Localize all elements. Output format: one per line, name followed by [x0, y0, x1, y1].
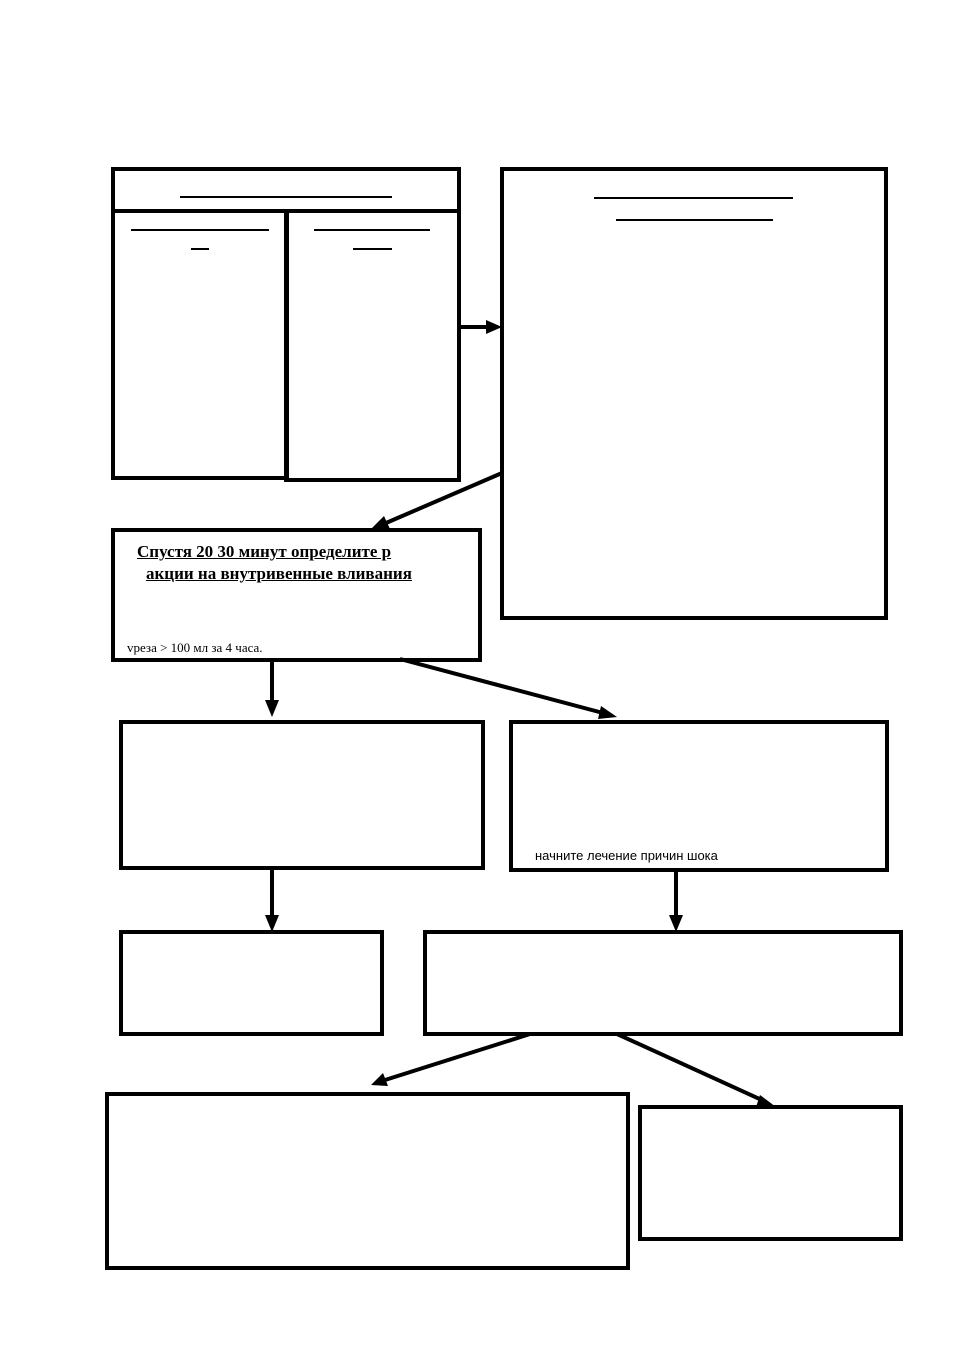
arrowhead-5: [265, 915, 279, 932]
arrow-lower-right-to-bottom-left: [385, 1034, 530, 1080]
shock-treatment-note: начните лечение причин шока: [535, 848, 718, 863]
arrow-top-right-to-reaction: [386, 473, 502, 523]
arrowhead-3: [265, 700, 279, 717]
arrow-lower-right-to-bottom-right: [617, 1034, 764, 1101]
arrow-reaction-to-mid-right: [400, 659, 603, 713]
arrowhead-1: [486, 320, 502, 334]
reaction-title-line-1: Спустя 20 30 минут определите р: [137, 542, 392, 561]
arrowhead-7: [371, 1073, 388, 1086]
arrowhead-6: [669, 915, 683, 932]
arrowhead-4: [598, 706, 617, 719]
reaction-title-line-2: акции на внутривенные вливания: [146, 564, 412, 583]
reaction-note: vpеза > 100 мл за 4 часа.: [127, 640, 263, 655]
